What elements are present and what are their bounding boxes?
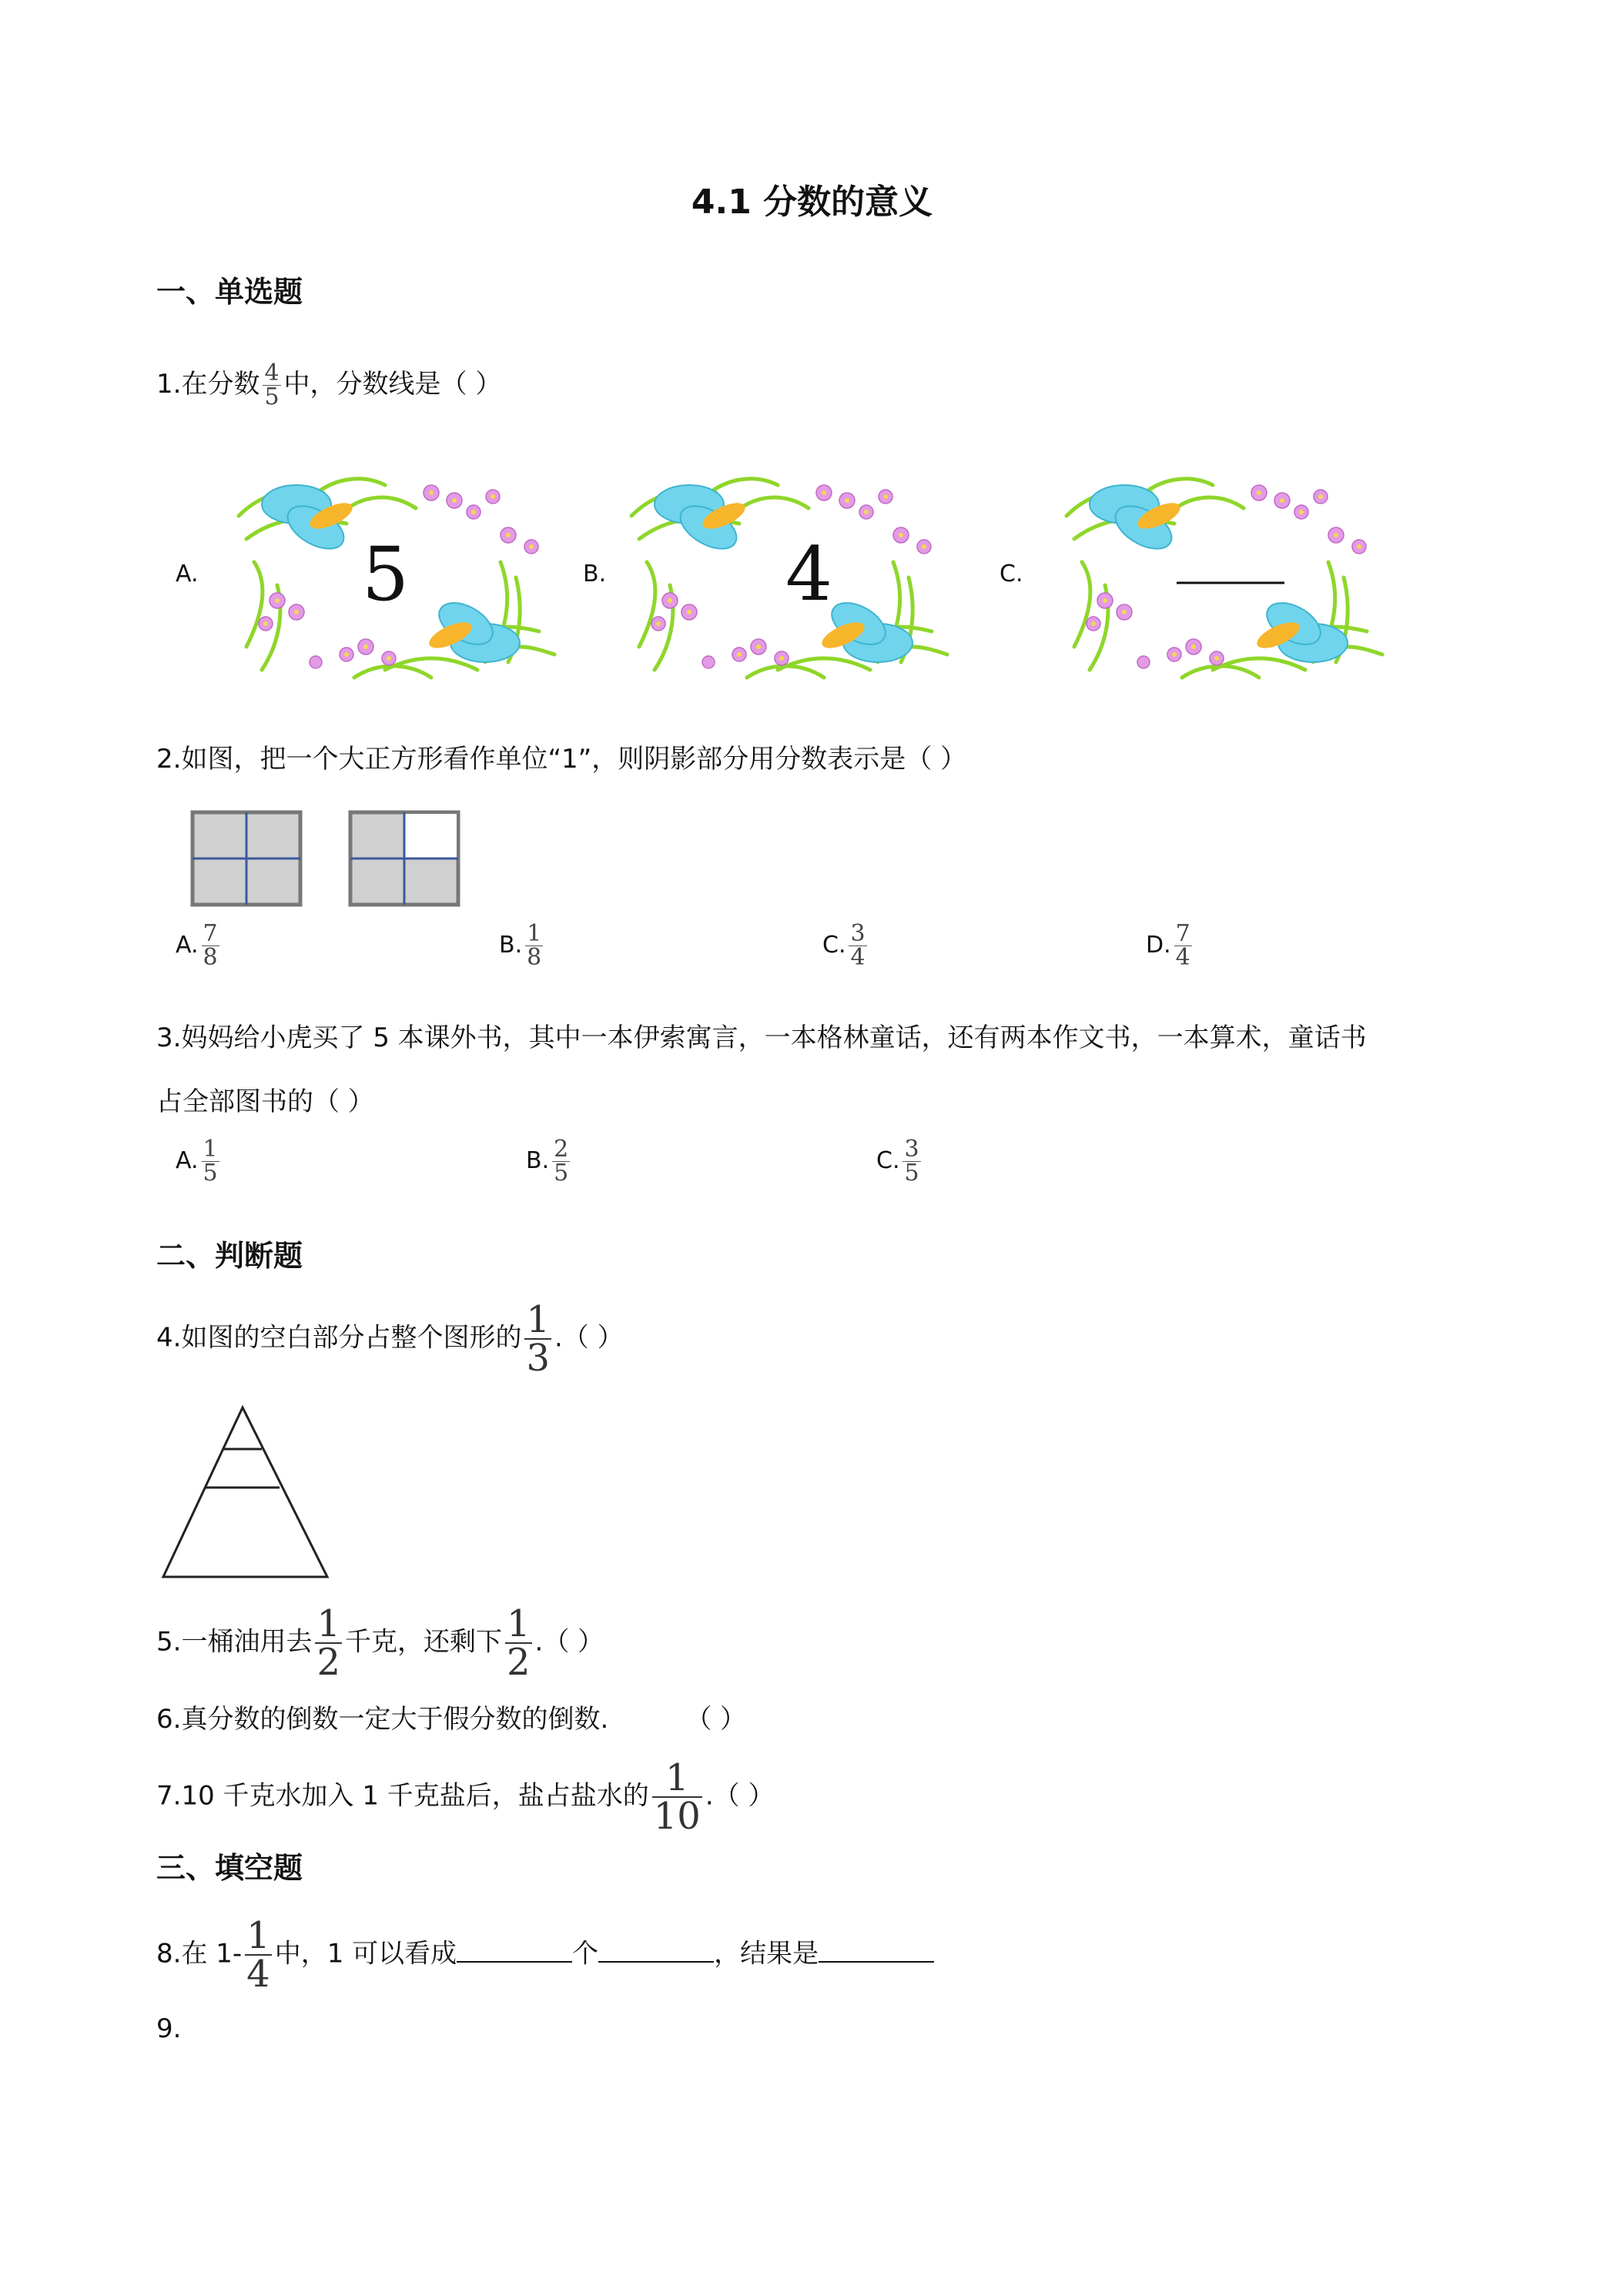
fraction-1-5: $\frac{1}{5}$: [203, 1136, 218, 1186]
q3-option-a[interactable]: A. $\frac{1}{5}$: [176, 1136, 218, 1186]
question-2-squares-graphic: [185, 805, 470, 912]
fraction-2-5: $\frac{2}{5}$: [554, 1136, 569, 1186]
fraction-3-4: $\frac{3}{4}$: [850, 920, 866, 971]
flower-frame-c: [1066, 479, 1382, 678]
answer-blank-2[interactable]: [598, 1938, 714, 1963]
q2-option-b[interactable]: B. $\frac{1}{8}$: [499, 920, 542, 971]
fraction-3-5: $\frac{3}{5}$: [904, 1136, 919, 1186]
question-7: 7.10 千克水加入 1 千克盐后，盐占盐水的 $\frac{1}{10}$ .（ ）: [156, 1756, 775, 1838]
fraction-1-2-used: $\frac{1}{2}$: [316, 1602, 340, 1684]
question-3-line-2: 占全部图书的（ ）: [156, 1086, 374, 1117]
partial-square: [350, 812, 458, 905]
q3-option-c[interactable]: C. $\frac{3}{5}$: [876, 1136, 919, 1186]
fraction-1-3: $\frac{1}{3}$: [526, 1298, 550, 1380]
answer-parenthesis: （ ）: [685, 1704, 747, 1735]
q1-option-c-label[interactable]: C.: [1000, 561, 1023, 587]
fraction-1-2-remaining: $\frac{1}{2}$: [507, 1602, 531, 1684]
q1-option-a-content: 5: [362, 531, 410, 618]
fraction-1-10: $\frac{1}{10}$: [653, 1756, 701, 1838]
question-5: 5.一桶油用去 $\frac{1}{2}$ 千克，还剩下 $\frac{1}{2}$ .（ ）: [156, 1602, 604, 1684]
question-4-triangle-graphic: [154, 1401, 339, 1586]
fraction-4-5: $\frac{4}{5}$: [264, 360, 280, 410]
section-heading-true-false: 二、判断题: [156, 1239, 303, 1273]
page-title: 4.1 分数的意义: [691, 182, 933, 222]
question-1-suffix: 中，分数线是（ ）: [283, 369, 502, 400]
question-2: 2.如图，把一个大正方形看作单位“1”，则阴影部分用分数表示是（ ）: [156, 744, 967, 775]
q2-option-c[interactable]: C. $\frac{3}{4}$: [822, 920, 866, 971]
question-1-prefix: 1.在分数: [156, 369, 260, 400]
answer-blank-3[interactable]: [819, 1938, 934, 1963]
section-heading-single-choice: 一、单选题: [156, 275, 303, 309]
question-6: 6.真分数的倒数一定大于假分数的倒数. （ ）: [156, 1704, 747, 1735]
q3-option-b[interactable]: B. $\frac{2}{5}$: [526, 1136, 569, 1186]
question-8: 8.在 1- $\frac{1}{4}$ 中，1 可以看成 个 ，结果是: [156, 1917, 934, 1993]
q2-option-a[interactable]: A. $\frac{7}{8}$: [176, 920, 218, 971]
fraction-1-8: $\frac{1}{8}$: [527, 920, 542, 971]
fraction-1-4: $\frac{1}{4}$: [246, 1914, 270, 1996]
question-9: 9.: [156, 2013, 182, 2044]
q1-option-b-label[interactable]: B.: [583, 561, 607, 587]
q1-option-a-label[interactable]: A.: [176, 561, 199, 587]
fraction-7-8: $\frac{7}{8}$: [203, 920, 218, 971]
question-4: 4.如图的空白部分占整个图形的 $\frac{1}{3}$ .（ ）: [156, 1298, 624, 1380]
q1-option-b-content: 4: [785, 531, 833, 618]
fraction-7-4: $\frac{7}{4}$: [1175, 920, 1190, 971]
q2-option-d[interactable]: D. $\frac{7}{4}$: [1146, 920, 1190, 971]
section-heading-fill-in: 三、填空题: [156, 1851, 303, 1885]
answer-blank-1[interactable]: [457, 1938, 572, 1963]
full-square: [193, 812, 300, 905]
question-3-line-1: 3.妈妈给小虎买了 5 本课外书，其中一本伊索寓言，一本格林童话，还有两本作文书，一本算术，童话书: [156, 1022, 1367, 1053]
